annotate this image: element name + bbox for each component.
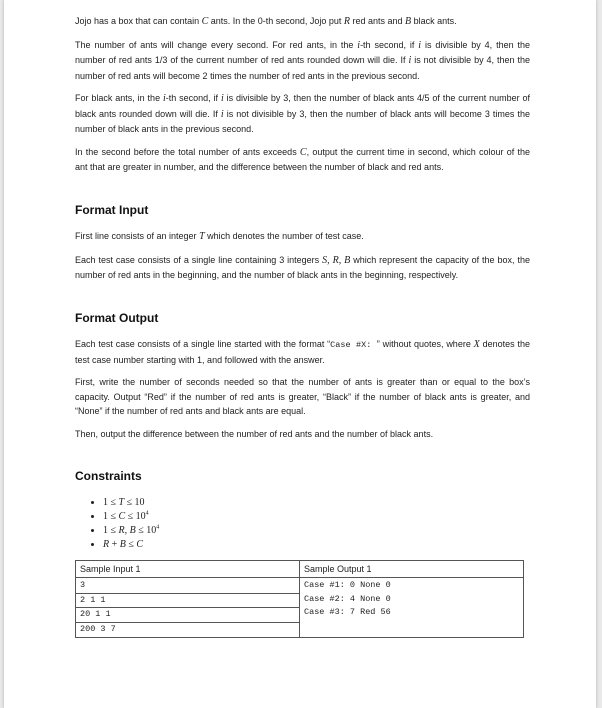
sample-output-line: Case #1: 0 None 0 — [304, 580, 391, 590]
format-output-heading: Format Output — [75, 310, 159, 325]
math-var: C — [118, 510, 126, 522]
text: Each test case consists of a single line containing 3 integers — [75, 254, 323, 265]
intro-paragraph-1 — [75, 14, 530, 30]
text: ≤ — [125, 538, 137, 550]
math-var: C — [136, 538, 144, 550]
text: ≤ 10 — [124, 496, 145, 508]
math-var: R — [343, 16, 350, 27]
sample-input-lines — [80, 579, 295, 636]
intro-paragraph-3 — [75, 91, 530, 137]
text: The number of ants will change every second. For red ants, in the — [75, 39, 358, 50]
format-output-paragraph-3: Then, output the difference between the number of red ants and the number of black ants. — [75, 428, 434, 439]
constraint-item — [103, 538, 530, 552]
intro-paragraph-4 — [75, 145, 530, 175]
math-var: i — [162, 93, 166, 104]
sample-input-line: 2 1 1 — [76, 594, 299, 609]
constraints-heading: Constraints — [75, 469, 142, 483]
text: Jojo has a box that can contain — [75, 16, 202, 26]
problem-statement — [75, 14, 530, 638]
text: red ants and — [349, 16, 406, 26]
sample-output-line: Case #2: 4 None 0 — [304, 593, 391, 604]
math-var: i — [418, 39, 422, 51]
samples-table — [75, 560, 524, 639]
math-var: T — [118, 496, 125, 508]
text: , output the current time in second, which colour of the ant that are greater in number, and the difference between the number of black and red ants. — [75, 146, 530, 172]
text: First line consists of an integer — [75, 231, 200, 241]
format-input-paragraph-2 — [75, 253, 530, 283]
text: ≤ 10 — [125, 510, 146, 522]
math-var: C — [201, 16, 209, 27]
sample-input-cell — [76, 578, 300, 638]
math-var: C — [299, 146, 307, 158]
document-page — [4, 0, 596, 708]
math-var: i — [357, 39, 361, 51]
sample-input-line: 3 — [76, 579, 299, 594]
math-var: R, B — [118, 524, 136, 536]
text: 1 ≤ — [103, 510, 119, 522]
format-input-heading: Format Input — [75, 202, 149, 217]
sample-output-header: Sample Output 1 — [300, 560, 524, 578]
text: ” without quotes, where — [376, 339, 474, 349]
sample-input-header: Sample Input 1 — [76, 560, 300, 578]
text: ants. In the 0-th second, Jojo put — [208, 16, 344, 26]
text: ≤ 10 — [135, 524, 157, 536]
math-var: B — [119, 538, 126, 550]
text: black ants. — [411, 16, 457, 26]
constraint-item — [103, 510, 530, 524]
intro-paragraph-2 — [75, 38, 530, 84]
text: is divisible by 3, then the number of black ants 4/5 of the current number of black ants rounded down will die. If — [75, 93, 531, 119]
constraints-list — [75, 496, 530, 552]
text: is not divisible by 4, then the number of red ants will become 2 times the number of red ants in the previous second. — [75, 55, 530, 81]
math-var: T — [199, 231, 205, 242]
text: -th second, if — [360, 39, 419, 50]
constraint-item — [103, 524, 530, 538]
math-var: i — [408, 55, 412, 66]
text: which denotes the number of test case. — [204, 231, 364, 241]
constraint-item — [103, 496, 530, 510]
math-var: i — [220, 93, 224, 104]
format-input-paragraph-1 — [75, 229, 530, 245]
text: 1 ≤ — [103, 496, 119, 508]
math-var: X — [473, 339, 480, 350]
format-output-paragraph-1 — [75, 337, 530, 367]
text: 1 ≤ — [103, 524, 119, 536]
text: + — [109, 538, 120, 550]
text: -th second, if — [165, 93, 221, 103]
text: which represent the capacity of the box, the number of red ants in the beginning, and the number of black ants in the beginning, respectively. — [75, 254, 530, 280]
sample-input-line: 20 1 1 — [76, 608, 299, 623]
math-var: R — [103, 538, 110, 550]
sample-input-line: 200 3 7 — [80, 623, 116, 634]
math-var: S, R, B — [322, 254, 351, 266]
text: is divisible by 4, then the number of red ants 1/3 of the current number of red ants rounded down will die. If — [75, 39, 530, 65]
sample-output-lines — [304, 579, 519, 620]
exponent: 4 — [145, 510, 149, 517]
inline-code: Case #X: — [330, 340, 377, 350]
text: For black ants, in the — [75, 93, 163, 103]
sample-output-line: Case #3: 7 Red 56 — [304, 607, 391, 617]
format-output-paragraph-2: First, write the number of seconds needed so that the number of ants is greater than or equal to the box’s capacity. Output “Red” if the number of red ants is greater, “Black” if the number of black ants is greater, and “None” if the number of red ants and black ants are equal. — [75, 377, 530, 416]
text: In the second before the total number of ants exceeds — [75, 146, 300, 157]
text: denotes the test case number starting with 1, and followed with the answer. — [75, 339, 530, 365]
math-var: i — [220, 108, 224, 120]
text: is not divisible by 3, then the number of black ants will become 3 times the number of black ants in the previous second. — [75, 108, 530, 134]
sample-output-cell — [300, 578, 524, 638]
math-var: B — [405, 16, 412, 27]
text: Each test case consists of a single line started with the format “ — [75, 339, 331, 349]
exponent: 4 — [156, 524, 160, 531]
